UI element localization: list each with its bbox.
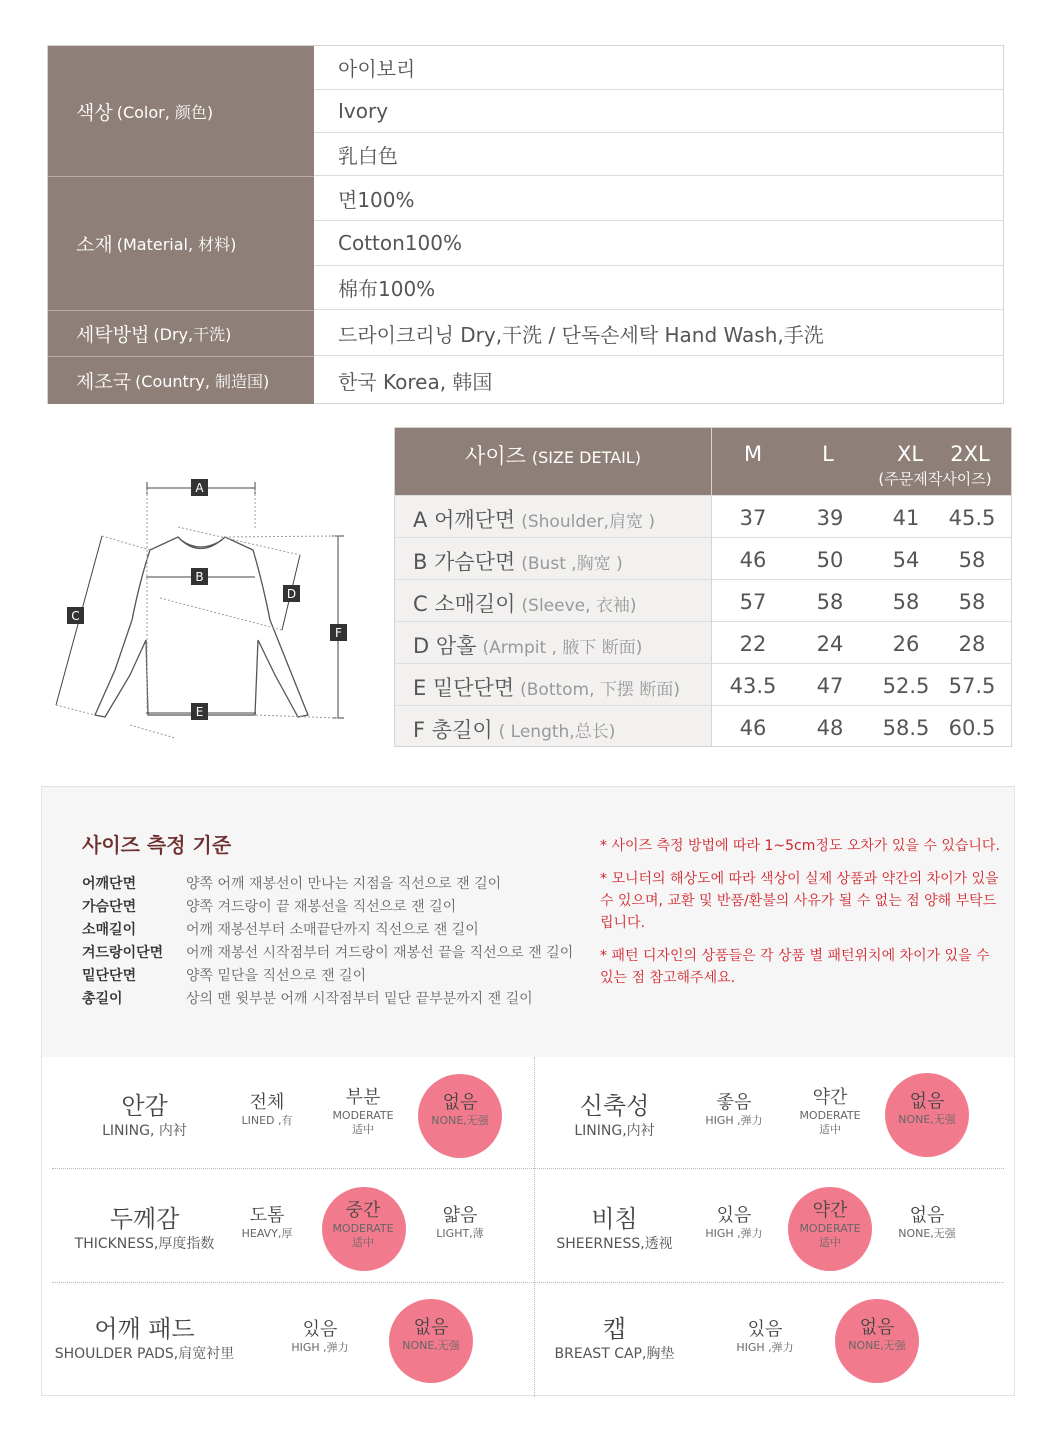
label-f: F bbox=[335, 626, 342, 640]
table-row: E 밑단단면 (Bottom, 下摆 断面) 43.5 47 52.5 57.5 bbox=[395, 663, 1011, 706]
attr-breast-cap: 캡 BREAST CAP,胸垫 bbox=[554, 1315, 675, 1362]
cell: 58 bbox=[958, 548, 986, 572]
list-item: 소매길이 어깨 재봉선부터 소매끝단까지 직선으로 잰 길이 bbox=[82, 922, 479, 938]
list-item: 어깨단면 양쪽 어깨 재봉선이 만나는 지점을 직선으로 잰 길이 bbox=[82, 876, 502, 892]
cell: 41 bbox=[892, 506, 920, 530]
material-value-en: Cotton100% bbox=[314, 221, 1003, 266]
label-c: C bbox=[71, 609, 80, 623]
list-item: 밑단단면 양쪽 밑단을 직선으로 잰 길이 bbox=[82, 968, 367, 984]
col-l: L bbox=[822, 442, 834, 466]
country-label: 제조국 (Country, 制造国) bbox=[48, 357, 314, 404]
attr-shoulder-pads: 어깨 패드 SHOULDER PADS,肩宽衬里 bbox=[54, 1315, 235, 1362]
table-row: D 암홀 (Armpit , 腋下 断面) 22 24 26 28 bbox=[395, 621, 1011, 664]
lining-option-lined: 전체 LINED ,有 bbox=[241, 1092, 293, 1127]
notice: * 사이즈 측정 방법에 따라 1~5cm정도 오차가 있을 수 있습니다. bbox=[600, 838, 1000, 854]
color-value-cn: 乳白色 bbox=[314, 133, 1003, 176]
notice: * 패턴 디자인의 상품들은 각 상품 별 패턴위치에 차이가 있을 수 있는 점 참고해주세요. bbox=[600, 948, 990, 986]
cell: 46 bbox=[739, 716, 767, 740]
attr-stretch: 신축성 LINING,内衬 bbox=[574, 1092, 655, 1139]
stretch-option-moderate: 약간 MODERATE 适中 bbox=[799, 1087, 861, 1136]
shoulder-pads-option-none: 없음 NONE,无强 bbox=[402, 1317, 460, 1352]
cell: 47 bbox=[816, 674, 844, 698]
measurement-guide bbox=[42, 787, 1014, 1057]
material-value-ko: 면100% bbox=[314, 177, 1003, 221]
col-m: M bbox=[743, 442, 763, 466]
table-row: B 가슴단면 (Bust ,胸宽 ) 46 50 54 58 bbox=[395, 537, 1011, 580]
cell: 54 bbox=[892, 548, 920, 572]
list-item: 총길이 상의 맨 윗부분 어깨 시작점부터 밑단 끝부분까지 잰 길이 bbox=[82, 991, 533, 1007]
thickness-option-heavy: 도톰 HEAVY,厚 bbox=[241, 1205, 293, 1240]
stretch-option-high: 좋음 HIGH ,弹力 bbox=[705, 1092, 763, 1127]
table-row: C 소매길이 (Sleeve, 衣袖) 57 58 58 58 bbox=[395, 579, 1011, 622]
wash-label: 세탁방법 (Dry,干洗) bbox=[48, 311, 314, 356]
custom-size-note: (주문제작사이즈) bbox=[878, 470, 992, 488]
cell: 58 bbox=[816, 590, 844, 614]
sheerness-option-moderate: 약간 MODERATE 适中 bbox=[799, 1200, 861, 1249]
divider bbox=[52, 1282, 1004, 1283]
cell: 58.5 bbox=[882, 716, 930, 740]
attr-thickness: 두께감 THICKNESS,厚度指数 bbox=[74, 1205, 215, 1252]
notice: * 모니터의 해상도에 따라 색상이 실제 상품과 약간의 차이가 있을 수 있으며, 교환 및 반품/환불의 사유가 될 수 없는 점 양해 부탁드립니다. bbox=[600, 871, 999, 931]
breast-cap-option-none: 없음 NONE,无强 bbox=[848, 1317, 906, 1352]
label-a: A bbox=[195, 481, 204, 495]
cell: 50 bbox=[816, 548, 844, 572]
wash-value: 드라이크리닝 Dry,干洗 / 단독손세탁 Hand Wash,手洗 bbox=[314, 311, 1003, 356]
cell: 58 bbox=[892, 590, 920, 614]
cell: 57 bbox=[739, 590, 767, 614]
lining-option-moderate: 부분 MODERATE 适中 bbox=[332, 1087, 394, 1136]
divider bbox=[52, 1168, 1004, 1169]
color-value-ko: 아이보리 bbox=[314, 46, 1003, 90]
measurement-title: 사이즈 측정 기준 bbox=[82, 833, 232, 857]
stretch-option-none: 없음 NONE,无强 bbox=[898, 1091, 956, 1126]
product-info-table bbox=[47, 45, 1004, 404]
col-2xl: 2XL bbox=[950, 442, 990, 466]
cell: 48 bbox=[816, 716, 844, 740]
cell: 57.5 bbox=[948, 674, 996, 698]
size-detail-table bbox=[394, 427, 1012, 747]
list-item: 가슴단면 양쪽 겨드랑이 끝 재봉선을 직선으로 잰 길이 bbox=[82, 899, 457, 915]
size-table-title: 사이즈 (SIZE DETAIL) bbox=[465, 444, 641, 468]
thickness-option-moderate: 중간 MODERATE 适中 bbox=[332, 1200, 394, 1249]
cell: 43.5 bbox=[729, 674, 777, 698]
cell: 24 bbox=[816, 632, 844, 656]
thickness-option-light: 얇음 LIGHT,薄 bbox=[436, 1205, 484, 1240]
divider bbox=[534, 1057, 535, 1397]
cell: 46 bbox=[739, 548, 767, 572]
notice-list bbox=[600, 835, 1000, 1000]
attr-sheerness: 비침 SHEERNESS,透视 bbox=[556, 1205, 673, 1252]
table-row: A 어깨단면 (Shoulder,肩宽 ) 37 39 41 45.5 bbox=[395, 495, 1011, 538]
material-label: 소재 (Material, 材料) bbox=[48, 177, 314, 310]
measurement-list bbox=[82, 873, 602, 1011]
color-value-en: Ivory bbox=[314, 90, 1003, 133]
label-d: D bbox=[286, 587, 297, 601]
size-table-header bbox=[395, 428, 1011, 495]
material-value-cn: 棉布100% bbox=[314, 266, 1003, 310]
attr-lining: 안감 LINING, 内衬 bbox=[102, 1092, 187, 1139]
cell: 39 bbox=[816, 506, 844, 530]
cell: 58 bbox=[958, 590, 986, 614]
country-value: 한국 Korea, 韩国 bbox=[338, 370, 493, 394]
cell: 60.5 bbox=[948, 716, 996, 740]
garment-measurement-diagram bbox=[50, 470, 355, 745]
measurement-section bbox=[41, 786, 1015, 1396]
cell: 22 bbox=[739, 632, 767, 656]
table-row: F 총길이 ( Length,总长) 46 48 58.5 60.5 bbox=[395, 705, 1011, 748]
cell: 28 bbox=[958, 632, 986, 656]
cell: 26 bbox=[892, 632, 920, 656]
cell: 45.5 bbox=[948, 506, 996, 530]
list-item: 겨드랑이단면 어깨 재봉선 시작점부터 겨드랑이 재봉선 끝을 직선으로 잰 길이 bbox=[82, 945, 574, 961]
sheerness-option-high: 있음 HIGH ,弹力 bbox=[705, 1205, 763, 1240]
breast-cap-option-yes: 있음 HIGH ,弹力 bbox=[736, 1319, 794, 1354]
shoulder-pads-option-yes: 있음 HIGH ,弹力 bbox=[291, 1319, 349, 1354]
color-label: 색상 (Color, 颜色) bbox=[48, 46, 314, 176]
sheerness-option-none: 없음 NONE,无强 bbox=[898, 1205, 956, 1240]
cell: 52.5 bbox=[882, 674, 930, 698]
label-b: B bbox=[195, 570, 204, 584]
lining-option-none: 없음 NONE,无强 bbox=[431, 1092, 489, 1127]
cell: 37 bbox=[739, 506, 767, 530]
label-e: E bbox=[195, 705, 204, 719]
col-xl: XL bbox=[896, 442, 924, 466]
